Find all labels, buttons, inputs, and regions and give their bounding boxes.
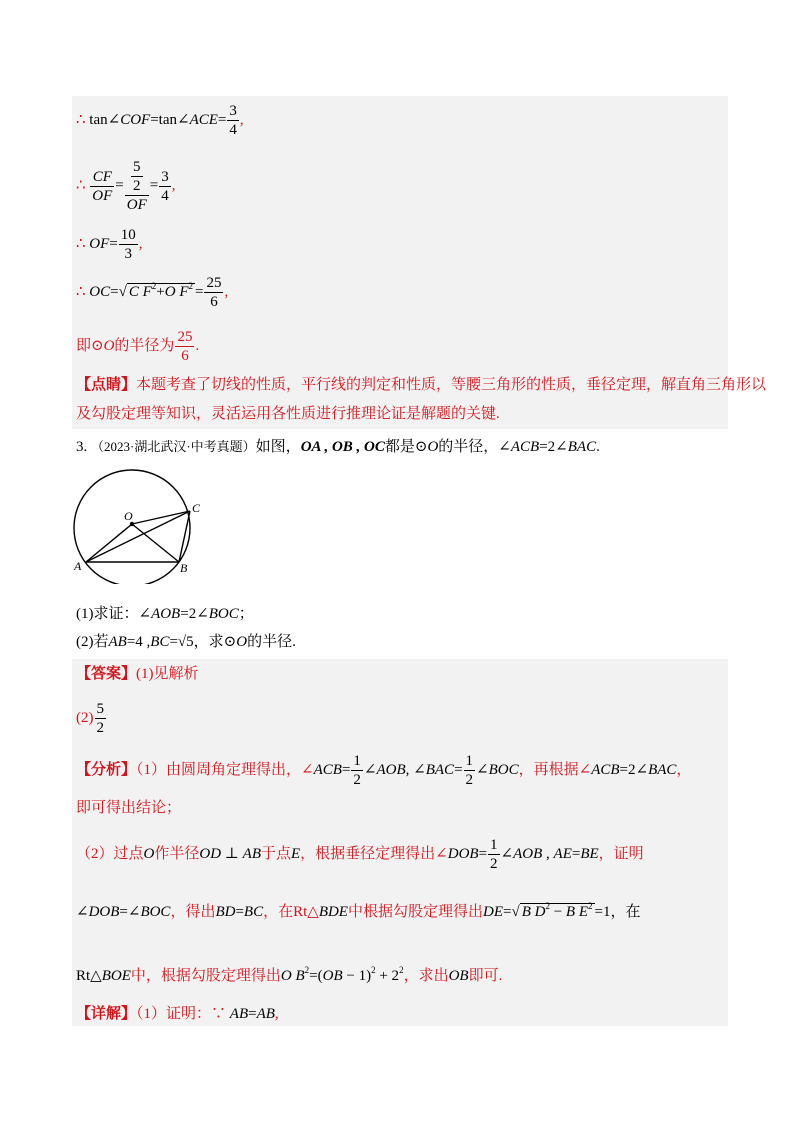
- analysis-tag: 【分析】: [76, 761, 137, 778]
- fraction: $\frac{5}{2}$: [96, 701, 104, 736]
- fraction: $\frac{3}{4}$: [229, 103, 237, 138]
- question-part-1: (1)求证：∠AOB=2∠BOC；: [76, 606, 254, 622]
- detail-tag: 【详解】: [76, 1006, 137, 1022]
- analysis-line-2: 即可得出结论；: [76, 800, 182, 816]
- comment-line-1: 【点睛】本题考查了切线的性质，平行线的判定和性质，等腰三角形的性质，垂径定理，解直角三角形以: [76, 377, 767, 393]
- question-stem: 3. （2023·湖北武汉·中考真题）如图，OA , OB , OC都是⊙O的半径，∠ACB=2∠BAC.: [76, 439, 600, 455]
- fraction: $\frac{CF}{OF}$: [92, 168, 113, 204]
- answer-tag: 【答案】: [76, 666, 137, 682]
- solution-line-3: ∴ OF= $\frac{10}{3}$ ,: [76, 227, 143, 262]
- fraction: $\frac{25}{6}$: [177, 329, 193, 364]
- fraction: $\frac{10}{3}$: [120, 227, 136, 262]
- segment-ac: [86, 511, 190, 562]
- label-c: C: [192, 501, 201, 515]
- label-o: O: [124, 509, 133, 523]
- segment-ob: [132, 524, 179, 562]
- question-part-2: (2)若AB=4 ,BC=√5，求⊙O的半径.: [76, 634, 296, 650]
- analysis-line-1: 【分析】（1）由圆周角定理得出，∠ACB= $\frac{1}{2}$ ∠AOB, ∠BAC= $\frac{1}{2}$ ∠BOC，再根据∠ACB=2∠BAC，: [76, 753, 692, 788]
- circle-o: [74, 470, 190, 584]
- answer-line-1: 【答案】(1)见解析: [76, 666, 199, 682]
- answer-line-2: (2) $\frac{5}{2}$: [76, 701, 104, 736]
- label-a: A: [74, 559, 82, 573]
- segment-oc: [132, 511, 190, 524]
- nested-fraction: $\frac{\frac{5}{2}}{OF}$: [126, 159, 147, 213]
- comment-tag: 【点睛】: [76, 377, 137, 393]
- solution-line-5: 即⊙O的半径为 $\frac{25}{6}$ .: [76, 329, 200, 364]
- analysis-line-3: （2）过点O作半径OD ⊥ AB于点E，根据垂径定理得出∠DOB= $\frac{1}{2}$ ∠AOB , AE=BE，证明: [76, 837, 644, 872]
- segment-bc: [179, 511, 190, 562]
- comment-line-2: 及勾股定理等知识，灵活运用各性质进行推理论证是解题的关键.: [76, 406, 500, 422]
- detail-line: 【详解】（1）证明：∵ AB=AB,: [76, 1006, 279, 1022]
- label-b: B: [180, 561, 188, 575]
- analysis-line-4: ∠DOB=∠BOC，得出BD=BC，在Rt△BDE中根据勾股定理得出DE=√ B $D^2 - B$ $E^2 =1$，在: [76, 901, 641, 920]
- solution-line-1: ∴ tan∠COF=tan∠ACE= $\frac{3}{4}$ ,: [76, 103, 244, 138]
- circle-figure: [68, 464, 208, 584]
- fraction: $\frac{3}{4}$: [161, 168, 169, 204]
- analysis-line-5: Rt△BOE中，根据勾股定理得出O $B^2=(OB - 1)^2 + 2^2$，求出OB即可.: [76, 965, 503, 984]
- fraction: $\frac{25}{6}$: [206, 275, 222, 310]
- solution-line-2: ∴ $\frac{CF}{OF}$ = $\frac{\frac{5}{2}}{OF}$ = $\frac{3}{4}$ ,: [76, 159, 176, 213]
- solution-line-4: ∴ OC=√ C $F^2+O$ $F^2$ = $\frac{25}{6}$ ,: [76, 275, 229, 310]
